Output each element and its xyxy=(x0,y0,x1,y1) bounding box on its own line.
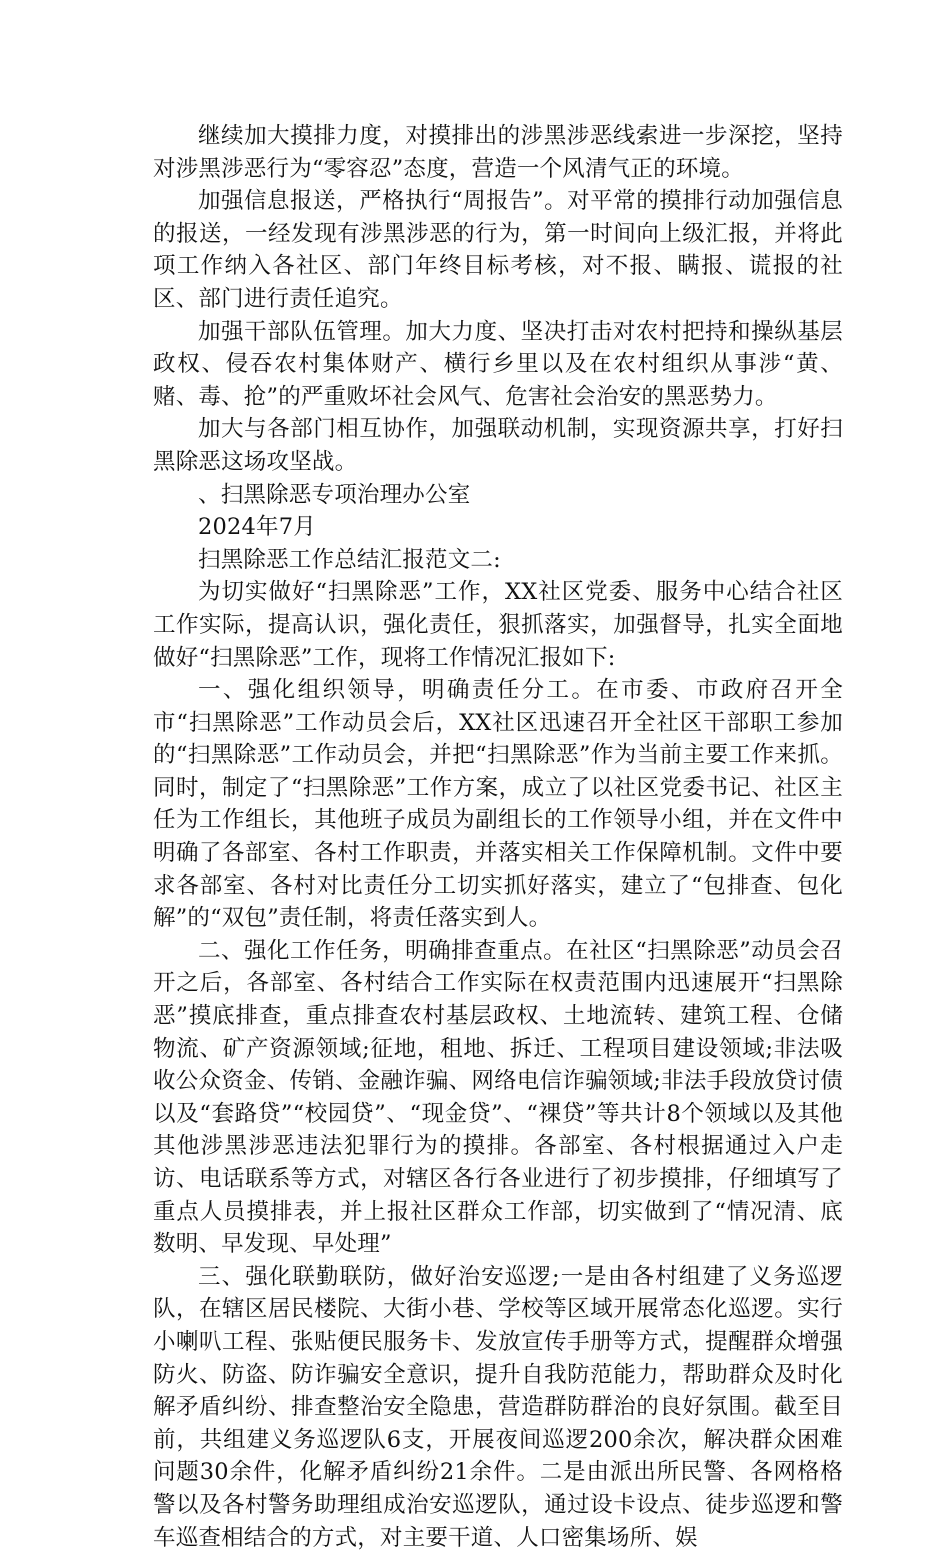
paragraph-point-one: 一、强化组织领导，明确责任分工。在市委、市政府召开全市“扫黑除恶”工作动员会后，XX社区迅速召开全社区干部职工参加的“扫黑除恶”工作动员会，并把“扫黑除恶”作为当前主要工作来抓。同时，制定了“扫黑除恶”工作方案，成立了以社区党委书记、社区主任为工作组长，其他班子成员为副组长的工作领导小组，并在文件中明确了各部室、各村工作职责，并落实相关工作保障机制。文件中要求各部室、各村对比责任分工切实抓好落实，建立了“包排查、包化解”的“双包”责任制，将责任落实到人。 xyxy=(153,677,843,932)
signature-office: 、扫黑除恶专项治理办公室 xyxy=(198,481,471,508)
signature-date: 2024年7月 xyxy=(198,514,316,541)
paragraph-cooperation: 加大与各部门相互协作，加强联动机制，实现资源共享，打好扫黑除恶这场攻坚战。 xyxy=(153,416,843,475)
paragraph-cadre-management: 加强干部队伍管理。加大力度、坚决打击对农村把持和操纵基层政权、侵吞农村集体财产、横行乡里以及在农村组织从事涉“黄、赌、毒、抢”的严重败坏社会风气、危害社会治安的黑恶势力。 xyxy=(153,318,843,410)
document-body xyxy=(153,120,843,1554)
section-heading-sample-two: 扫黑除恶工作总结汇报范文二: xyxy=(198,546,501,573)
paragraph-investigation: 继续加大摸排力度，对摸排出的涉黑涉恶线索进一步深挖，坚持对涉黑涉恶行为“零容忍”态度，营造一个风清气正的环境。 xyxy=(153,123,843,182)
paragraph-point-two: 二、强化工作任务，明确排查重点。在社区“扫黑除恶”动员会召开之后，各部室、各村结合工作实际在权责范围内迅速展开“扫黑除恶”摸底排查，重点排查农村基层政权、土地流转、建筑工程、仓储物流、矿产资源领域;征地，租地、拆迁、工程项目建设领域;非法吸收公众资金、传销、金融诈骗、网络电信诈骗领域;非法手段放贷讨债以及“套路贷”“校园贷”、“现金贷”、“裸贷”等共计8个领域以及其他其他涉黑涉恶违法犯罪行为的摸排。各部室、各村根据通过入户走访、电话联系等方式，对辖区各行各业进行了初步摸排，仔细填写了重点人员摸排表，并上报社区群众工作部，切实做到了“情况清、底数明、早发现、早处理” xyxy=(153,937,843,1258)
paragraph-info-reporting: 加强信息报送，严格执行“周报告”。对平常的摸排行动加强信息的报送，一经发现有涉黑涉恶的行为，第一时间向上级汇报，并将此项工作纳入各社区、部门年终目标考核，对不报、瞒报、谎报的社区、部门进行责任追究。 xyxy=(153,188,843,312)
paragraph-intro: 为切实做好“扫黑除恶”工作，XX社区党委、服务中心结合社区工作实际，提高认识，强化责任，狠抓落实，加强督导，扎实全面地做好“扫黑除恶”工作，现将工作情况汇报如下: xyxy=(153,579,843,671)
paragraph-point-three: 三、强化联勤联防，做好治安巡逻;一是由各村组建了义务巡逻队，在辖区居民楼院、大街小巷、学校等区域开展常态化巡逻。实行小喇叭工程、张贴便民服务卡、发放宣传手册等方式，提醒群众增强防火、防盗、防诈骗安全意识，提升自我防范能力，帮助群众及时化解矛盾纠纷、排查整治安全隐患，营造群防群治的良好氛围。截至目前，共组建义务巡逻队6支，开展夜间巡逻200余次，解决群众困难问题30余件，化解矛盾纠纷21余件。二是由派出所民警、各网格格警以及各村警务助理组成治安巡逻队，通过设卡设点、徒步巡逻和警车巡查相结合的方式，对主要干道、人口密集场所、娱 xyxy=(153,1263,843,1551)
